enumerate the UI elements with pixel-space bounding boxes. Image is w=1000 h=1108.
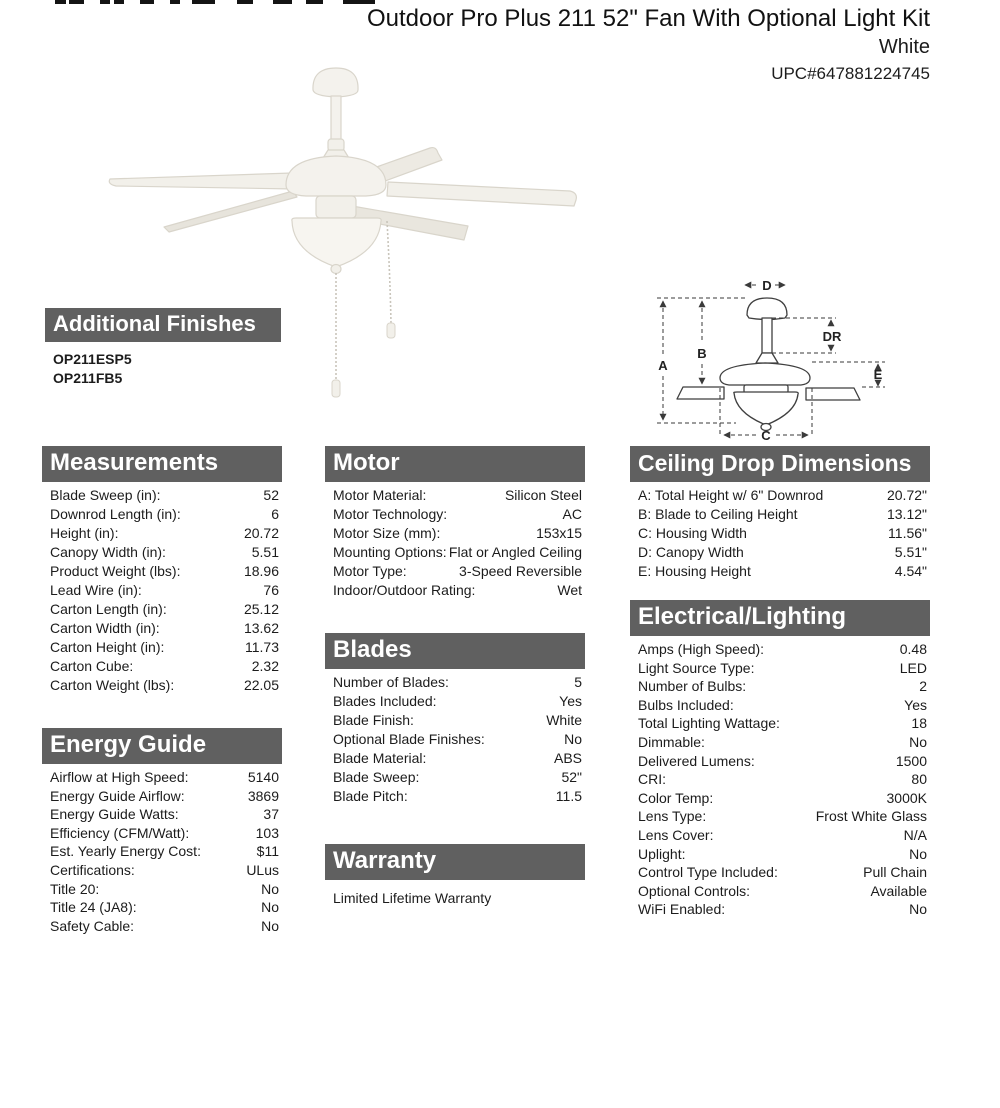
spec-value: 2 <box>919 678 927 695</box>
spec-row <box>42 543 282 562</box>
spec-row <box>325 787 585 806</box>
spec-label: Carton Height (in): <box>50 639 165 655</box>
section-energy-guide <box>42 728 282 935</box>
spec-row <box>630 882 930 901</box>
finish-models <box>45 342 281 388</box>
spec-value: No <box>261 899 279 916</box>
spec-label: Lead Wire (in): <box>50 582 142 598</box>
spec-value: ULus <box>246 861 279 878</box>
spec-label: A: Total Height w/ 6" Downrod <box>638 487 824 503</box>
spec-label: CRI: <box>638 771 666 788</box>
spec-label: Safety Cable: <box>50 917 135 934</box>
fan-downrod <box>331 96 341 141</box>
spec-row <box>630 677 930 696</box>
spec-row <box>630 714 930 733</box>
diagram-blade-right <box>806 388 860 400</box>
logo-fragment <box>237 0 253 4</box>
spec-value: Flat or Angled Ceiling <box>448 544 582 560</box>
spec-value: 20.72 <box>243 525 279 541</box>
logo-fragment <box>170 0 180 4</box>
spec-label: E: Housing Height <box>638 563 751 579</box>
finish-model: OP211ESP5 <box>53 351 132 367</box>
dim-label-e: E <box>873 367 883 382</box>
section-header <box>325 633 585 669</box>
fan-motor-housing <box>286 156 386 196</box>
spec-label: Amps (High Speed): <box>638 641 765 657</box>
spec-value: 52" <box>561 769 582 785</box>
spec-label: Bulbs Included: <box>638 696 734 713</box>
spec-label: Blade Sweep (in): <box>50 487 161 503</box>
spec-value: 22.05 <box>243 677 279 693</box>
finish-model: OP211FB5 <box>53 370 123 386</box>
spec-label: Motor Size (mm): <box>333 525 441 541</box>
spec-value: Silicon Steel <box>504 487 582 503</box>
spec-label: Motor Technology: <box>333 506 448 522</box>
spec-row <box>630 696 930 715</box>
spec-label: Uplight: <box>638 845 686 862</box>
spec-value: 18 <box>911 715 927 732</box>
spec-value: Yes <box>559 693 582 709</box>
spec-value: 25.12 <box>243 601 279 617</box>
spec-row <box>42 657 282 676</box>
section-title: Warranty <box>333 847 437 874</box>
spec-row <box>325 524 585 543</box>
spec-row <box>325 505 585 524</box>
logo-fragment <box>192 0 215 4</box>
spec-value: 11.73 <box>245 639 279 655</box>
diagram-canopy <box>747 298 787 320</box>
finish-name: White <box>878 36 930 58</box>
spec-value: 4.54" <box>894 563 927 579</box>
spec-value: Wet <box>557 582 582 598</box>
spec-label: Delivered Lumens: <box>638 752 755 769</box>
spec-value: 76 <box>263 582 279 598</box>
spec-value: AC <box>562 506 582 522</box>
spec-row <box>42 842 282 861</box>
spec-label: Carton Width (in): <box>50 620 160 636</box>
spec-label: Blade Finish: <box>333 712 414 728</box>
section-header <box>325 844 585 880</box>
spec-value: 5.51" <box>894 544 927 560</box>
spec-label: Blades Included: <box>333 693 437 709</box>
spec-row <box>42 505 282 524</box>
dim-label-dr: DR <box>822 329 842 344</box>
spec-label: Energy Guide Watts: <box>50 806 179 823</box>
spec-label: Control Type Included: <box>638 864 778 881</box>
spec-row <box>325 673 585 692</box>
spec-row <box>325 486 585 505</box>
section-warranty <box>325 844 585 906</box>
spec-row <box>630 789 930 808</box>
logo-fragment <box>100 0 110 4</box>
spec-value: White <box>546 712 582 728</box>
spec-value: 5 <box>574 674 582 690</box>
fan-blade <box>387 182 576 206</box>
section-header <box>45 308 281 342</box>
spec-row <box>630 845 930 864</box>
spec-row <box>42 600 282 619</box>
spec-row <box>325 749 585 768</box>
section-header <box>325 446 585 482</box>
spec-label: Light Source Type: <box>638 659 755 676</box>
spec-label: Optional Controls: <box>638 882 751 899</box>
spec-row <box>630 826 930 845</box>
spec-row <box>325 711 585 730</box>
light-finial <box>331 265 341 274</box>
section-title: Blades <box>333 636 412 663</box>
section-title: Measurements <box>50 449 219 476</box>
spec-value: 13.62 <box>243 620 279 636</box>
spec-label: Efficiency (CFM/Watt): <box>50 824 190 841</box>
section-header <box>630 446 930 482</box>
spec-value: Frost White Glass <box>815 808 927 825</box>
spec-label: WiFi Enabled: <box>638 901 726 918</box>
spec-value: No <box>909 901 927 918</box>
fan-downrod-coupler <box>328 139 344 151</box>
spec-row <box>42 638 282 657</box>
logo-fragment <box>69 0 84 4</box>
spec-row <box>630 752 930 771</box>
spec-row <box>630 640 930 659</box>
spec-label: Downrod Length (in): <box>50 506 181 522</box>
spec-row <box>42 917 282 936</box>
spec-value: 3869 <box>247 787 279 804</box>
light-bowl <box>292 218 381 267</box>
section-title: Energy Guide <box>50 731 207 758</box>
spec-label: Carton Weight (lbs): <box>50 677 175 693</box>
spec-row <box>630 486 930 505</box>
spec-value: 1500 <box>895 752 927 769</box>
logo-fragment <box>55 0 66 4</box>
spec-label: Mounting Options: <box>333 544 447 560</box>
section-measurements <box>42 446 282 695</box>
spec-label: Carton Cube: <box>50 658 134 674</box>
spec-value: 2.32 <box>251 658 279 674</box>
spec-row <box>42 880 282 899</box>
spec-label: Blade Sweep: <box>333 769 420 785</box>
dim-label-b: B <box>697 346 707 361</box>
spec-label: Indoor/Outdoor Rating: <box>333 582 476 598</box>
spec-row <box>325 768 585 787</box>
section-title: Additional Finishes <box>53 311 256 336</box>
spec-value: No <box>261 880 279 897</box>
spec-label: D: Canopy Width <box>638 544 744 560</box>
section-title: Ceiling Drop Dimensions <box>638 449 912 476</box>
spec-label: Number of Bulbs: <box>638 678 747 695</box>
spec-label: Energy Guide Airflow: <box>50 787 185 804</box>
section-header <box>630 600 930 636</box>
ceiling-drop-diagram <box>640 270 920 450</box>
spec-label: Product Weight (lbs): <box>50 563 181 579</box>
fan-blade <box>164 191 297 232</box>
spec-row <box>630 562 930 581</box>
diagram-housing <box>720 363 810 385</box>
section-ceiling-drop-dimensions <box>630 446 930 581</box>
spec-row <box>42 861 282 880</box>
logo-fragment <box>140 0 154 4</box>
section-title: Motor <box>333 449 400 476</box>
pull-chain <box>387 221 391 323</box>
spec-value: LED <box>899 659 927 676</box>
spec-row <box>325 692 585 711</box>
spec-value: Available <box>870 882 927 899</box>
diagram-light-bowl <box>734 392 798 425</box>
spec-value: Pull Chain <box>863 864 927 881</box>
spec-value: 11.5 <box>555 788 582 804</box>
diagram-downrod <box>762 318 772 353</box>
spec-row <box>42 562 282 581</box>
spec-value: 0.48 <box>899 641 927 657</box>
spec-label: Motor Material: <box>333 487 427 503</box>
spec-label: Lens Cover: <box>638 826 714 843</box>
spec-label: Blade Material: <box>333 750 427 766</box>
spec-value: No <box>909 845 927 862</box>
spec-label: Number of Blades: <box>333 674 449 690</box>
section-additional-finishes <box>45 308 281 388</box>
logo-fragment <box>114 0 124 4</box>
spec-value: 13.12" <box>886 506 927 522</box>
spec-row <box>325 543 585 562</box>
section-header <box>42 728 282 764</box>
spec-row <box>42 768 282 787</box>
dim-label-a: A <box>658 358 668 373</box>
spec-row <box>325 562 585 581</box>
spec-label: Carton Length (in): <box>50 601 167 617</box>
fan-blade <box>109 173 295 189</box>
spec-value: 37 <box>263 806 279 823</box>
spec-label: Height (in): <box>50 525 119 541</box>
spec-value: ABS <box>553 750 582 766</box>
pull-chain-pendant <box>387 323 395 338</box>
spec-value: 103 <box>255 824 279 841</box>
spec-row <box>630 543 930 562</box>
spec-label: B: Blade to Ceiling Height <box>638 506 798 522</box>
spec-value: 18.96 <box>243 563 279 579</box>
spec-value: Yes <box>904 696 927 713</box>
spec-row <box>630 807 930 826</box>
spec-value: 5140 <box>247 769 279 785</box>
spec-label: Motor Type: <box>333 563 407 579</box>
dim-label-d: D <box>762 278 772 293</box>
spec-label: Total Lighting Wattage: <box>638 715 780 732</box>
spec-label: Title 24 (JA8): <box>50 899 137 916</box>
spec-label: Dimmable: <box>638 733 705 750</box>
spec-row <box>630 770 930 789</box>
spec-row <box>42 676 282 695</box>
logo-fragment <box>273 0 292 4</box>
spec-row <box>630 900 930 919</box>
spec-row <box>42 524 282 543</box>
spec-row <box>42 619 282 638</box>
spec-value: 3-Speed Reversible <box>459 563 582 579</box>
spec-row <box>325 581 585 600</box>
spec-value: $11 <box>256 843 279 860</box>
spec-row <box>630 863 930 882</box>
spec-row <box>630 505 930 524</box>
spec-value: No <box>909 733 927 750</box>
warranty-text: Limited Lifetime Warranty <box>333 890 492 906</box>
spec-value: 6 <box>271 506 279 522</box>
section-header <box>42 446 282 482</box>
spec-row <box>630 659 930 678</box>
spec-row <box>42 805 282 824</box>
dim-label-c: C <box>761 428 771 443</box>
spec-row <box>630 733 930 752</box>
spec-row <box>630 524 930 543</box>
light-fitter <box>316 196 356 218</box>
section-blades <box>325 633 585 806</box>
spec-label: Certifications: <box>50 861 135 878</box>
spec-value: N/A <box>903 826 927 843</box>
spec-label: Blade Pitch: <box>333 788 408 804</box>
spec-row <box>42 898 282 917</box>
spec-value: No <box>564 731 582 747</box>
spec-label: Airflow at High Speed: <box>50 769 189 785</box>
spec-label: C: Housing Width <box>638 525 747 541</box>
spec-row <box>42 824 282 843</box>
spec-row <box>42 787 282 806</box>
spec-label: Color Temp: <box>638 789 714 806</box>
fan-canopy <box>313 68 358 97</box>
spec-value: 11.56" <box>888 525 927 541</box>
spec-value: 52 <box>263 487 279 503</box>
spec-label: Canopy Width (in): <box>50 544 166 560</box>
section-title: Electrical/Lighting <box>638 603 847 630</box>
spec-value: 153x15 <box>536 525 582 541</box>
spec-label: Title 20: <box>50 880 100 897</box>
logo-fragment <box>306 0 323 4</box>
spec-row <box>42 486 282 505</box>
spec-value: No <box>261 917 279 934</box>
section-motor <box>325 446 585 600</box>
spec-value: 20.72" <box>886 487 927 503</box>
spec-label: Lens Type: <box>638 808 707 825</box>
spec-value: 80 <box>911 771 927 788</box>
page-title: Outdoor Pro Plus 211 52" Fan With Optional Light Kit <box>366 5 930 32</box>
section-electrical-lighting <box>630 600 930 919</box>
spec-row <box>325 730 585 749</box>
spec-value: 3000K <box>886 789 927 806</box>
spec-row <box>42 581 282 600</box>
spec-label: Est. Yearly Energy Cost: <box>50 843 201 860</box>
spec-label: Optional Blade Finishes: <box>333 731 485 747</box>
pull-chain-pendant <box>332 380 340 397</box>
upc-code: UPC#647881224745 <box>771 64 930 83</box>
diagram-mount <box>756 353 778 363</box>
spec-value: 5.51 <box>251 544 279 560</box>
diagram-blade-left <box>677 387 724 399</box>
